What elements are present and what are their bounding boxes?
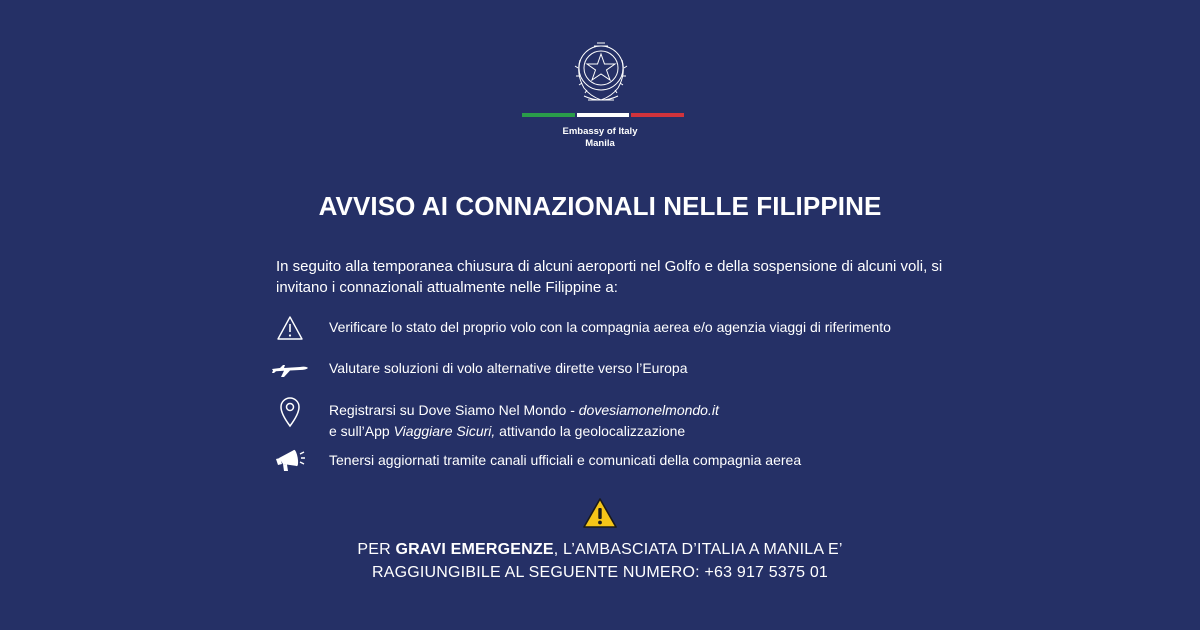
advice-item-stay-updated <box>270 446 950 476</box>
advice-item-text <box>329 400 719 442</box>
intro-paragraph: In seguito alla temporanea chiusura di alcuni aeroporti nel Golfo e della sospensione di alcuni voli, si invitano i connazionali attualmente nelle Filippine a: <box>276 258 943 296</box>
advice-item-alternative-flights <box>270 355 950 385</box>
emergency-notice <box>0 538 1200 584</box>
airplane-icon <box>270 355 310 385</box>
app-name: Viaggiare Sicuri, <box>393 423 496 439</box>
emergency-line-1 <box>0 538 1200 561</box>
italian-flag-bar <box>522 113 684 117</box>
flag-green <box>522 113 575 117</box>
advice-item-check-flight <box>270 315 950 345</box>
italian-emblem-logo <box>570 38 632 108</box>
emergency-prefix: PER <box>357 541 396 558</box>
emergency-highlight: GRAVI EMERGENZE <box>395 541 554 558</box>
megaphone-icon <box>270 446 310 476</box>
advice-item-text: Tenersi aggiornati tramite canali ufficiali e comunicati della compagnia aerea <box>329 452 802 468</box>
flag-white <box>577 113 630 117</box>
app-text: e sull’App <box>329 423 394 439</box>
org-line-2: Manila <box>585 138 615 149</box>
geolocation-text: attivando la geolocalizzazione <box>495 423 686 439</box>
emergency-suffix: , L’AMBASCIATA D’ITALIA A MANILA E’ <box>553 541 843 558</box>
register-text: Registrarsi su Dove Siamo Nel Mondo - <box>329 402 579 418</box>
location-pin-icon <box>270 396 310 426</box>
advice-item-register <box>270 396 950 439</box>
advice-item-text: Valutare soluzioni di volo alternative dirette verso l’Europa <box>329 360 688 376</box>
flag-red <box>631 113 684 117</box>
org-line-1: Embassy of Italy <box>562 126 638 137</box>
organization-name <box>500 126 700 150</box>
warning-icon <box>270 315 310 345</box>
emergency-line-2: RAGGIUNGIBILE AL SEGUENTE NUMERO: +63 917 5375 01 <box>371 564 829 581</box>
dove-siamo-link[interactable]: dovesiamonelmondo.it <box>578 402 719 418</box>
page-title: AVVISO AI CONNAZIONALI NELLE FILIPPINE <box>318 191 882 221</box>
advice-item-text: Verificare lo stato del proprio volo con la compagnia aerea e/o agenzia viaggi di riferimento <box>329 319 891 335</box>
warning-sign-icon <box>582 497 618 529</box>
